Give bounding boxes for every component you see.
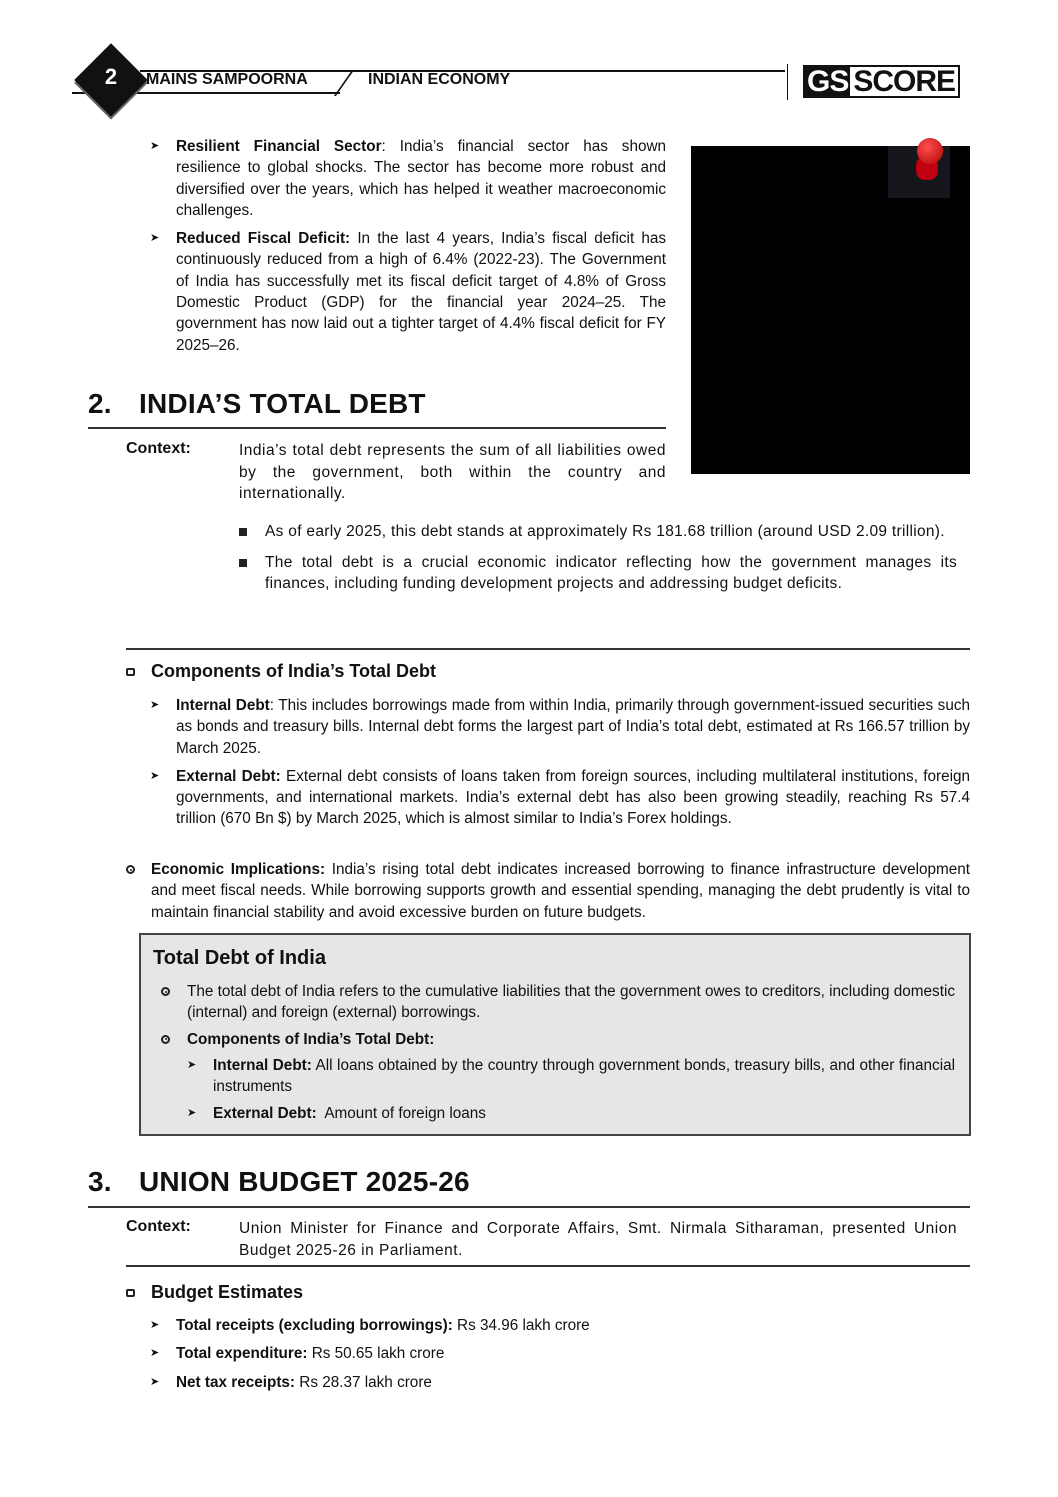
arrow-bullet-icon: ➤ xyxy=(150,140,160,152)
arrow-bullet-icon: ➤ xyxy=(150,1375,160,1388)
section-title: INDIA’S TOTAL DEBT xyxy=(139,388,426,419)
list-item: ➤ Reduced Fiscal Deficit: In the last 4 years, India’s fiscal deficit has continuously reduced from a high of 6.4% (2022-23). The Government of India has successfully met its fiscal deficit target of 4.8% of Gross Domestic Product (GDP) for the financial year 2024–25. The government has now laid out a tighter target of 4.4% fiscal deficit for FY 2025–26. xyxy=(150,230,667,354)
total-debt-box xyxy=(139,933,971,1136)
list-item: ➤ Internal Debt: All loans obtained by the country through government bonds, treasury bills, and other financial instruments xyxy=(187,1056,955,1096)
context-text: India’s total debt represents the sum of all liabilities owed by the government, both within the country and internationally. xyxy=(239,442,666,502)
components-list xyxy=(150,695,970,837)
list-item: ➤ Net tax receipts: Rs 28.37 lakh crore xyxy=(150,1372,970,1393)
list-item: Economic Implications: India’s rising total debt indicates increased borrowing to finance infrastructure development and meet fiscal needs. While borrowing supports growth and essential spending, managing the debt prudently is vital to maintain financial stability and avoid excessive burden on future budgets. xyxy=(126,859,970,923)
header-divider xyxy=(334,70,354,96)
section-rule xyxy=(88,427,666,429)
series-title: MAINS SAMPOORNA xyxy=(146,71,308,88)
circle-bullet-icon xyxy=(126,865,135,874)
section-number: 2. xyxy=(88,388,112,419)
page-number: 2 xyxy=(104,64,118,89)
intro-points xyxy=(150,136,666,363)
box-list xyxy=(161,981,955,1132)
pinned-note-image xyxy=(691,146,970,474)
logo-gs: GS xyxy=(807,65,849,98)
list-item: Components of India’s Total Debt: xyxy=(161,1029,955,1050)
pushpin-icon xyxy=(888,146,950,198)
logo-score: SCORE xyxy=(853,65,956,98)
estimates-list xyxy=(150,1315,970,1400)
gs-score-logo xyxy=(803,65,960,98)
arrow-bullet-icon: ➤ xyxy=(150,1319,160,1331)
arrow-bullet-icon: ➤ xyxy=(150,232,160,245)
arrow-bullet-icon: ➤ xyxy=(187,1058,197,1071)
circle-bullet-icon xyxy=(161,1035,170,1044)
list-item: ➤ External Debt: External debt consists of loans taken from foreign sources, including multilateral institutions, foreign governments, and international markets. India’s external debt has also been growing steadily, reaching Rs 57.4 trillion (670 Bn $) by March 2025, which is almost similar to India’s Forex holdings. xyxy=(150,767,971,828)
section-title: UNION BUDGET 2025-26 xyxy=(139,1166,470,1197)
list-item: ➤ Internal Debt: This includes borrowings made from within India, primarily through government-issued securities such as bonds and treasury bills. Internal debt forms the largest part of India’s total debt, estimated at Rs 166.57 trillion by March 2025. xyxy=(150,697,970,757)
section-number: 3. xyxy=(88,1166,112,1197)
list-item: The total debt of India refers to the cumulative liabilities that the government owes to creditors, including domestic (internal) and foreign (external) borrowings. xyxy=(161,981,955,1024)
arrow-bullet-icon: ➤ xyxy=(150,769,160,782)
context-label: Context: xyxy=(126,440,191,457)
list-item: ➤ Total receipts (excluding borrowings): Rs 34.96 lakh crore xyxy=(150,1315,970,1336)
context-label: Context: xyxy=(126,1218,191,1235)
context-rule xyxy=(126,648,970,650)
context-points xyxy=(239,521,957,602)
section-rule xyxy=(88,1206,970,1208)
box-title: Total Debt of India xyxy=(153,947,326,969)
arrow-bullet-icon: ➤ xyxy=(150,699,160,711)
circle-bullet-icon xyxy=(161,987,170,996)
list-item: The total debt is a crucial economic indicator reflecting how the government manages its finances, including funding development projects and addressing budget deficits. xyxy=(239,552,957,595)
square-bullet-icon xyxy=(239,528,247,536)
subheading-budget-estimates: Budget Estimates xyxy=(126,1282,303,1303)
list-item: ➤ Resilient Financial Sector: India’s financial sector has shown resilience to global shocks. The sector has become more robust and diversified over the years, which has helped it weather macroeconomic challenges. xyxy=(150,138,667,219)
arrow-bullet-icon: ➤ xyxy=(187,1107,197,1120)
implications xyxy=(126,859,970,930)
list-item: As of early 2025, this debt stands at approximately Rs 181.68 trillion (around USD 2.09 trillion). xyxy=(239,521,957,543)
box-bullet-icon xyxy=(126,1289,135,1297)
subheading-components: Components of India’s Total Debt xyxy=(126,661,436,682)
list-item: ➤ External Debt: Amount of foreign loans xyxy=(187,1103,955,1124)
context-rule xyxy=(126,1265,970,1267)
context-text: Union Minister for Finance and Corporate Affairs, Smt. Nirmala Sitharaman, presented Union Budget 2025-26 in Parliament. xyxy=(239,1220,957,1259)
logo-divider xyxy=(787,64,788,100)
box-bullet-icon xyxy=(126,668,135,676)
subject-title: INDIAN ECONOMY xyxy=(368,71,511,88)
arrow-bullet-icon: ➤ xyxy=(150,1347,160,1360)
list-item: ➤ Total expenditure: Rs 50.65 lakh crore xyxy=(150,1343,970,1364)
square-bullet-icon xyxy=(239,559,247,567)
